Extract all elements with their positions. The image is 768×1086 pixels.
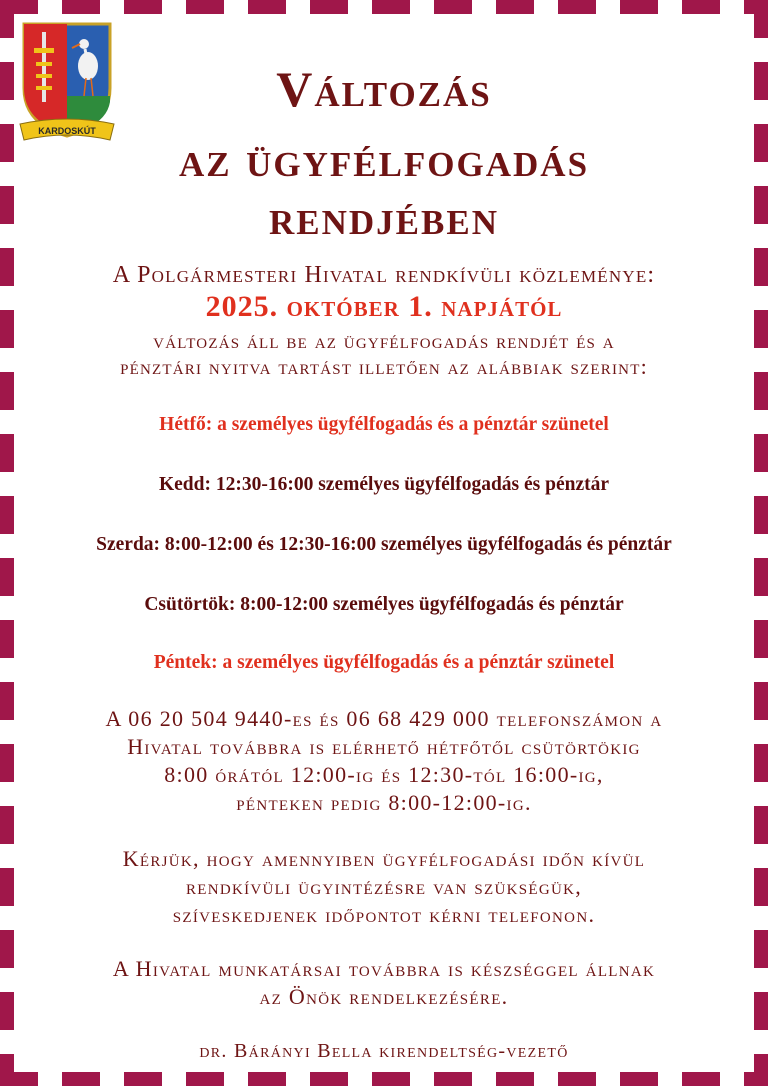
schedule-friday: Péntek: a személyes ügyfélfogadás és a pénztár szünetel: [153, 652, 615, 673]
effective-date: 2025. október 1. napjától: [205, 290, 563, 323]
subtitle-line-1: változás áll be az ügyfélfogadás rendjét és a: [153, 328, 615, 353]
request-line: szíveskedjenek időpontot kérni telefonon.: [172, 902, 596, 927]
phone-info-line: 8:00 órától 12:00-ig és 12:30-tól 16:00-ig,: [164, 762, 604, 787]
phone-info-line: pénteken pedig 8:00-12:00-ig.: [236, 790, 532, 815]
border-right: [754, 0, 768, 1086]
title-line-3: rendjében: [269, 189, 499, 245]
title-line-1: Változás: [276, 61, 492, 117]
phone-info-line: Hivatal továbbra is elérhető hétfőtől csütörtökig: [127, 734, 641, 759]
intro-text: A Polgármesteri Hivatal rendkívüli közleménye:: [112, 262, 656, 288]
title-line-2: az ügyfélfogadás: [178, 131, 590, 187]
schedule-tuesday: Kedd: 12:30-16:00 személyes ügyfélfogadás és pénztár: [158, 474, 610, 495]
closing-line: az Önök rendelkezésére.: [259, 984, 509, 1009]
signature: dr. Bárányi Bella kirendeltség-vezető: [199, 1040, 569, 1062]
border-top: [0, 0, 768, 14]
border-left: [0, 0, 14, 1086]
schedule-wednesday: Szerda: 8:00-12:00 és 12:30-16:00 személyes ügyfélfogadás és pénztár: [96, 534, 672, 555]
schedule-thursday: Csütörtök: 8:00-12:00 személyes ügyfélfogadás és pénztár: [144, 594, 624, 615]
request-line: rendkívüli ügyintézésre van szükségük,: [185, 874, 583, 899]
border-bottom: [0, 1072, 768, 1086]
schedule-monday: Hétfő: a személyes ügyfélfogadás és a pénztár szünetel: [159, 414, 609, 435]
subtitle-line-2: pénztári nyitva tartást illetően az alábbiak szerint:: [120, 354, 648, 379]
closing-line: A Hivatal munkatársai továbbra is készséggel állnak: [112, 956, 656, 981]
phone-info-line: A 06 20 504 9440-es és 06 68 429 000 telefonszámon a: [105, 706, 663, 731]
crest-label: KARDOSKÚT: [38, 126, 96, 136]
request-line: Kérjük, hogy amennyiben ügyfélfogadási időn kívül: [122, 846, 646, 871]
